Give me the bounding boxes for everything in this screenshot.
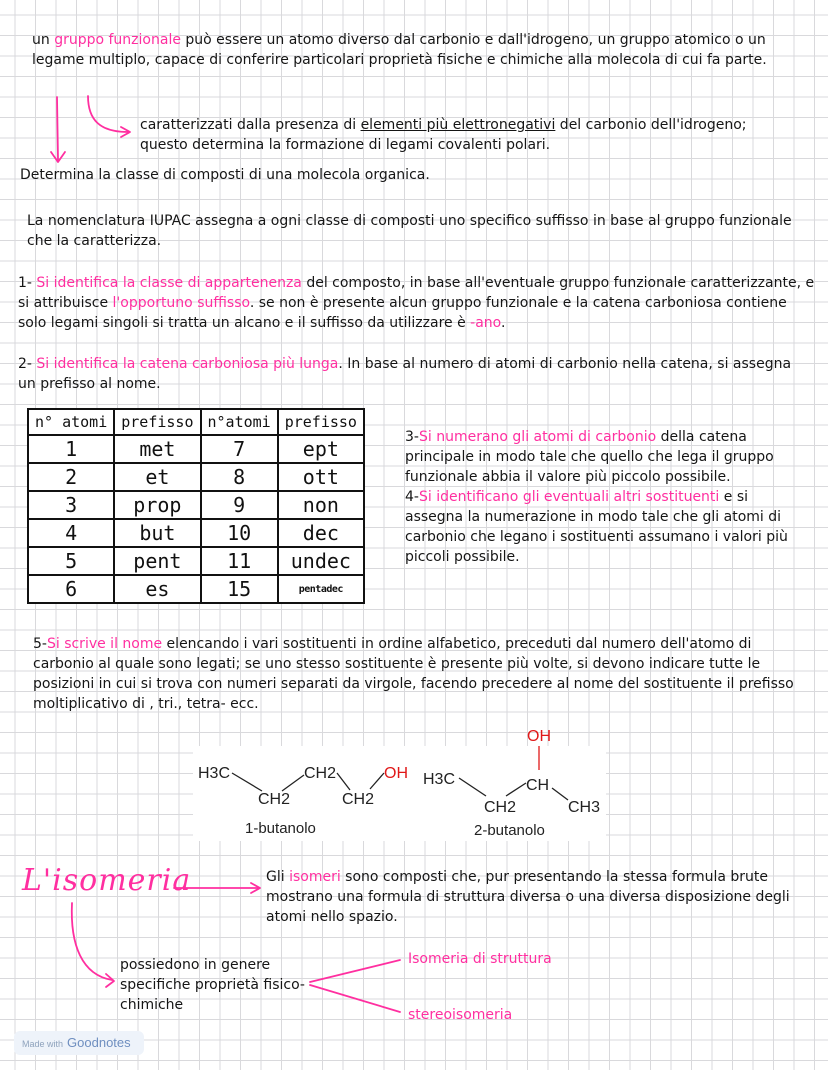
iupac-paragraph: La nomenclatura IUPAC assegna a ogni classe di composti uno specifico suffisso in base al gruppo funzionale che la caratterizza. xyxy=(27,213,792,249)
table-cell: 9 xyxy=(201,491,278,519)
isomeri-properties: possiedono in genere specifiche proprietà fisico-chimiche xyxy=(120,957,305,1013)
intro-paragraph: un gruppo funzionale può essere un atomo diverso dal carbonio e dall'idrogeno, un gruppo atomico o un legame multiplo, capace di conferire particolari proprietà fisiche e chimiche alla molecola di cui fa parte. xyxy=(32,32,767,68)
table-cell: ott xyxy=(278,463,364,491)
underlined-term: elementi più elettronegativi xyxy=(360,117,556,133)
table-cell: pent xyxy=(114,547,200,575)
class-determination-note: Determina la classe di composti di una molecola organica. xyxy=(20,167,430,183)
arrow-down-icon xyxy=(57,97,58,160)
table-cell: non xyxy=(278,491,364,519)
rule-5: 5-Si scrive il nome elencando i vari sostituenti in ordine alfabetico, preceduti dal numero dell'atomo di carbonio al quale sono legati; se uno stesso sostituente è presente più volte, si devono indicare tutte le posizioni in cui si trova con numeri separati da virgole, facendo precedere al nome del sostituente il prefisso moltiplicativo di , tri., tetra- ecc. xyxy=(33,636,794,712)
table-cell: et xyxy=(114,463,200,491)
rules-3-4: 3-Si numerano gli atomi di carbonio della catena principale in modo tale che quello che lega il gruppo funzionale abbia il valore più piccolo possibile. 4-Si identificano gli eventuali altri sostituenti e si assegna la numerazione in modo tale che gli atomi di carbonio che legano i sostituenti assumano i valori più piccoli possibile. xyxy=(405,429,788,565)
col-header: n°atomi xyxy=(201,409,278,435)
table-cell: 10 xyxy=(201,519,278,547)
table-cell: 7 xyxy=(201,435,278,463)
atom-ch: CH xyxy=(526,777,550,794)
rule-2: 2- Si identifica la catena carboniosa più lunga. In base al numero di atomi di carbonio nella catena, si assegna un prefisso al nome. xyxy=(18,356,792,392)
table-cell: dec xyxy=(278,519,364,547)
atom-ch2: CH2 xyxy=(258,791,291,808)
atom-oh: OH xyxy=(527,728,551,745)
table-cell: 1 xyxy=(28,435,114,463)
goodnotes-badge xyxy=(14,1031,144,1055)
rule-1: 1- Si identifica la classe di appartenenza del composto, in base all'eventuale gruppo funzionale caratterizzante, e si attribuisce l'opportuno suffisso. se non è presente alcun gruppo funzionale e la catena carboniosa contiene solo legami singoli si tratta un alcano e il suffisso da utilizzare è -ano. xyxy=(18,275,815,331)
table-cell: 6 xyxy=(28,575,114,603)
table-cell: but xyxy=(114,519,200,547)
atom-oh: OH xyxy=(384,765,408,782)
atom-h3c: H3C xyxy=(198,765,231,782)
atom-ch2: CH2 xyxy=(342,791,375,808)
atom-h3c: H3C xyxy=(423,771,456,788)
table-cell: es xyxy=(114,575,200,603)
table-cell: 15 xyxy=(201,575,278,603)
isomeri-definition: Gli isomeri sono composti che, pur presentando la stessa formula brute mostrano una formula di struttura diversa o una diversa disposizione degli atomi nello spazio. xyxy=(266,869,790,925)
table-cell: 5 xyxy=(28,547,114,575)
col-header: n° atomi xyxy=(28,409,114,435)
badge-made-with: Made with xyxy=(22,1039,64,1049)
branch-stereoisomeria: stereoisomeria xyxy=(408,1007,513,1023)
col-header: prefisso xyxy=(114,409,200,435)
caption-2-butanolo: 2-butanolo xyxy=(474,822,545,839)
curved-arrow-icon xyxy=(72,903,112,980)
table-cell: 2 xyxy=(28,463,114,491)
branch-isomeria-struttura: Isomeria di struttura xyxy=(408,951,552,967)
table-cell: 8 xyxy=(201,463,278,491)
table-cell: undec xyxy=(278,547,364,575)
table-cell: 4 xyxy=(28,519,114,547)
branch-line xyxy=(310,985,400,1012)
isomeria-title: L'isomeria xyxy=(22,863,192,898)
atom-ch2: CH2 xyxy=(304,765,337,782)
highlight-gruppo-funzionale: gruppo funzionale xyxy=(54,32,181,48)
table-cell: 11 xyxy=(201,547,278,575)
table-cell: ept xyxy=(278,435,364,463)
atom-ch3: CH3 xyxy=(568,799,601,816)
table-cell: pentadec xyxy=(278,575,364,603)
table-cell: prop xyxy=(114,491,200,519)
badge-brand: Goodnotes xyxy=(67,1035,131,1050)
table-cell: 3 xyxy=(28,491,114,519)
caption-1-butanolo: 1-butanolo xyxy=(245,820,316,837)
branch-line xyxy=(310,960,400,982)
atom-ch2: CH2 xyxy=(484,799,517,816)
electronegativity-note: caratterizzati dalla presenza di elementi più elettronegativi del carbonio dell'idrogeno; questo determina la formazione di legami covalenti polari. xyxy=(140,117,747,153)
table-cell: met xyxy=(114,435,200,463)
col-header: prefisso xyxy=(278,409,364,435)
